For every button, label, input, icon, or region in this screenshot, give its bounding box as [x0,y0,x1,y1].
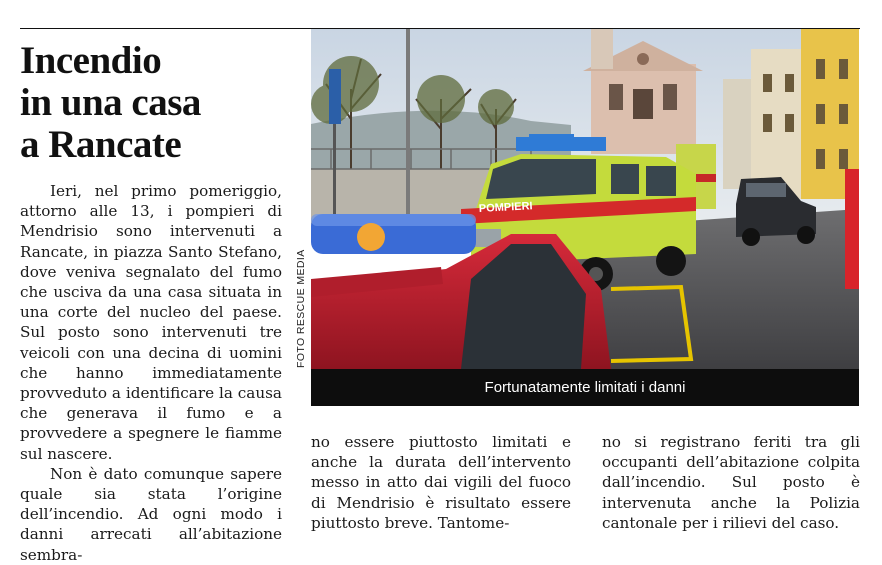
article-column-2 [311,432,571,533]
news-photo [311,29,859,369]
column-3-text: no si registrano feriti tra gli occupanti dell’abitazione colpita dall’incendio. Sul posto è intervenuta anche la Polizia cantonale per i rilievi del caso. [602,433,860,532]
article-column-1 [20,181,282,565]
paragraph-1: Ieri, nel primo pomeriggio, attorno alle 13, i pompieri di Mendrisio sono intervenuti a Rancate, in piazza Santo Stefano, dove veniva segnalato del fumo che usciva da una casa situata in una corte del nucleo del paese. Sul posto sono intervenuti tre veicoli con una decina di uomini che hanno immediatamente provveduto a identificare la causa che generava il fumo e a provvedere a spegnere le fiamme sul nascere. [20,182,282,463]
column-2-text: no essere piuttosto limitati e anche la durata dell’intervento messo in atto dai vigili del fuoco di Mendrisio è risultato essere piuttosto breve. Tantome- [311,433,571,532]
van-lettering: POMPIERI [478,200,533,215]
headline-line-1: Incendio [20,39,162,82]
photo-caption: Fortunatamente limitati i danni [311,369,859,406]
article-column-3 [602,432,860,533]
paragraph-2: Non è dato comunque sapere quale sia stata l’origine dell’incendio. Ad ogni modo i danni arrecati all’abitazione sembra- [20,464,282,564]
headline-line-2: in una casa [20,81,201,124]
photo-credit: FOTO RESCUE MEDIA [295,249,307,368]
headline-line-3: a Rancate [20,123,182,166]
article-headline [20,40,295,166]
